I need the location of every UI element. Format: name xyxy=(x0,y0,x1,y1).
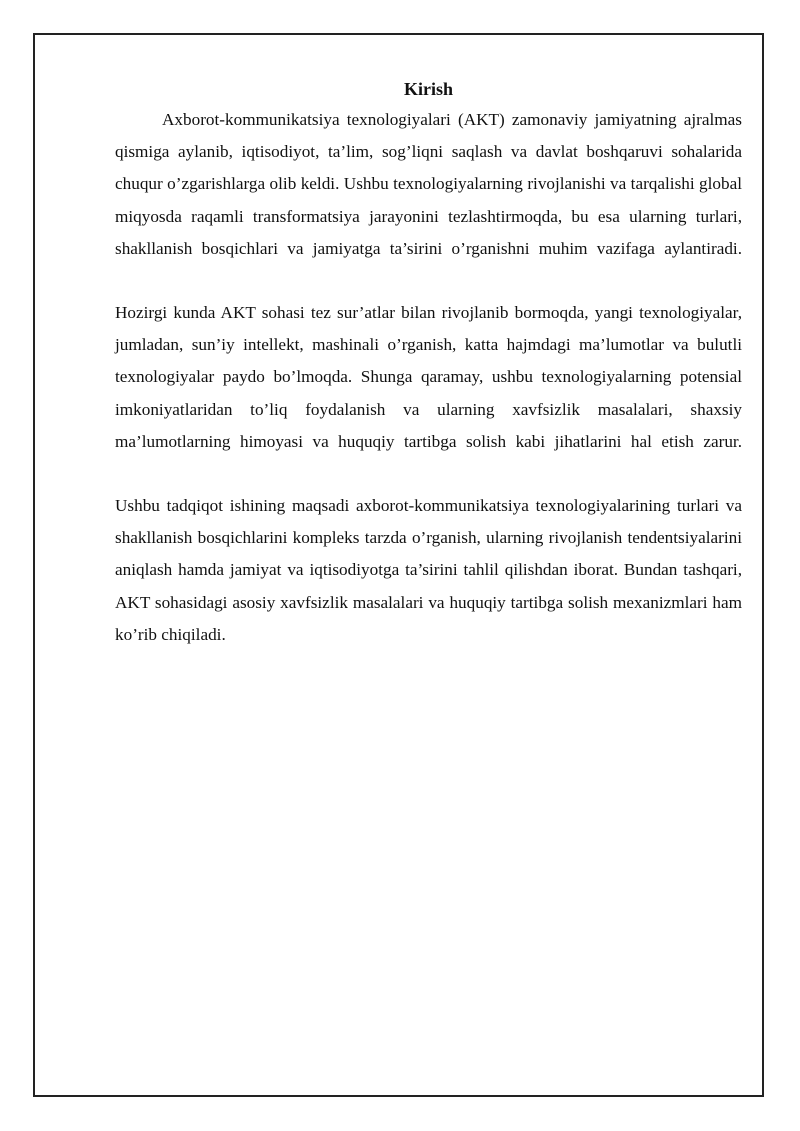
page-title: Kirish xyxy=(403,79,453,99)
paragraph-research-goal: Ushbu tadqiqot ishining maqsadi axborot-kommunikatsiya texnologiyalarining turlari va shakllanish bosqichlarini kompleks tarzda o’rganish, ularning rivojlanish tendentsiyalarini aniqlash hamda jamiyat va iqtisodiyotga ta’sirini tahlil qilishdan iborat. Bundan tashqari, AKT sohasidagi asosiy xavfsizlik masalalari va huquqiy tartibga solish mexanizmlari ham ko’rib chiqiladi. xyxy=(115,496,742,644)
paragraph-gap xyxy=(115,265,742,297)
paragraph-current-state: Hozirgi kunda AKT sohasi tez sur’atlar bilan rivojlanib bormoqda, yangi texnologiyalar, jumladan, sun’iy intellekt, mashinali o’rganish, katta hajmdagi ma’lumotlar va bulutli texnologiyalar paydo bo’lmoqda. Shunga qaramay, ushbu texnologiyalarning potensial imkoniyatlaridan to’liq foydalanish va ularning xavfsizlik masalalari, shaxsiy ma’lumotlarning himoyasi va huquqiy tartibga solish kabi jihatlarini hal etish zarur. xyxy=(115,303,742,451)
document-body xyxy=(115,74,742,651)
paragraph-intro: Axborot-kommunikatsiya texnologiyalari (AKT) zamonaviy jamiyatning ajralmas qismiga aylanib, iqtisodiyot, ta’lim, sog’liqni saqlash va davlat boshqaruvi sohalarida chuqur o’zgarishlarga olib keldi. Ushbu texnologiyalarning rivojlanishi va tarqalishi global miqyosda raqamli transformatsiya jarayonini tezlashtirmoqda, bu esa ularning turlari, shakllanish bosqichlari va jamiyatga ta’sirini o’rganishni muhim vazifaga aylantiradi. xyxy=(115,110,742,258)
paragraph-gap xyxy=(115,458,742,490)
